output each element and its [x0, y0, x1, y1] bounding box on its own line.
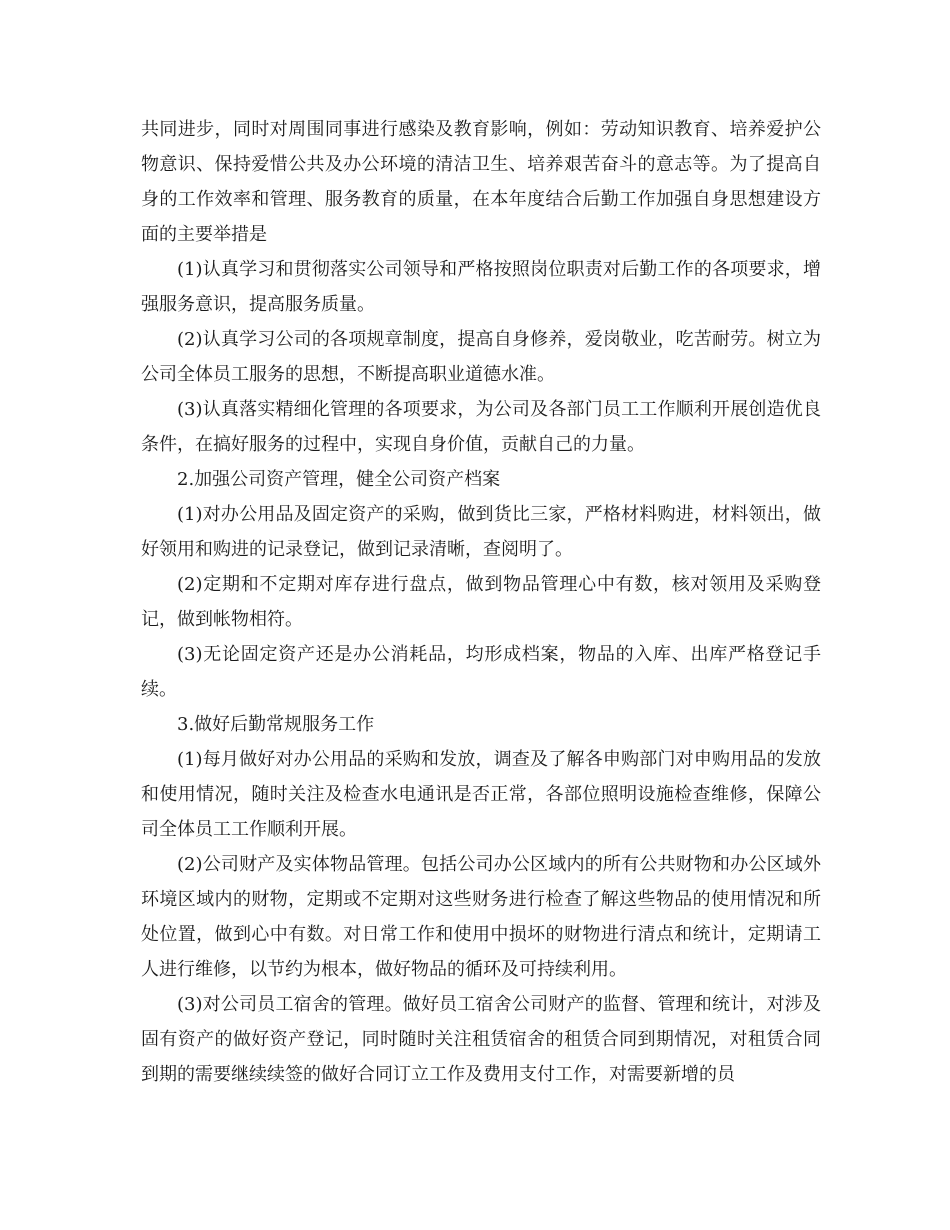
- paragraph-item-1-3: (3)认真落实精细化管理的各项要求，为公司及各部门员工工作顺利开展创造优良条件，在搞好服务的过程中，实现自身价值，贡献自己的力量。: [141, 399, 821, 455]
- paragraph-item-1-1: (1)认真学习和贯彻落实公司领导和严格按照岗位职责对后勤工作的各项要求，增强服务意识，提高服务质量。: [141, 259, 821, 315]
- section-heading-3: 3.做好后勤常规服务工作: [177, 714, 375, 735]
- paragraph-item-1-2: (2)认真学习公司的各项规章制度，提高自身修养，爱岗敬业，吃苦耐劳。树立为公司全体员工服务的思想，不断提高职业道德水准。: [141, 329, 821, 385]
- paragraph-item-2-2: (2)定期和不定期对库存进行盘点，做到物品管理心中有数，核对领用及采购登记，做到帐物相符。: [141, 574, 821, 630]
- paragraph-item-3-2: (2)公司财产及实体物品管理。包括公司办公区域内的所有公共财物和办公区域外环境区域内的财物，定期或不定期对这些财务进行检查了解这些物品的使用情况和所处位置，做到心中有数。对日常工作和使用中损坏的财物进行清点和统计，定期请工人进行维修，以节约为根本，做好物品的循环及可持续利用。: [141, 854, 821, 980]
- document-body: [141, 112, 821, 1092]
- paragraph-item-2-3: (3)无论固定资产还是办公消耗品，均形成档案，物品的入库、出库严格登记手续。: [141, 644, 821, 700]
- paragraph-item-3-3: (3)对公司员工宿舍的管理。做好员工宿舍公司财产的监督、管理和统计，对涉及固有资产的做好资产登记，同时随时关注租赁宿舍的租赁合同到期情况，对租赁合同到期的需要继续续签的做好合同订立工作及费用支付工作，对需要新增的员: [141, 994, 821, 1085]
- section-heading-2: 2.加强公司资产管理，健全公司资产档案: [177, 469, 501, 490]
- paragraph-continuation: 共同进步，同时对周围同事进行感染及教育影响，例如：劳动知识教育、培养爱护公物意识、保持爱惜公共及办公环境的清洁卫生、培养艰苦奋斗的意志等。为了提高自身的工作效率和管理、服务教育的质量，在本年度结合后勤工作加强自身思想建设方面的主要举措是: [141, 119, 821, 245]
- paragraph-item-3-1: (1)每月做好对办公用品的采购和发放，调查及了解各申购部门对申购用品的发放和使用情况，随时关注及检查水电通讯是否正常，各部位照明设施检查维修，保障公司全体员工工作顺利开展。: [141, 749, 821, 840]
- paragraph-item-2-1: (1)对办公用品及固定资产的采购，做到货比三家，严格材料购进，材料领出，做好领用和购进的记录登记，做到记录清晰，查阅明了。: [141, 504, 821, 560]
